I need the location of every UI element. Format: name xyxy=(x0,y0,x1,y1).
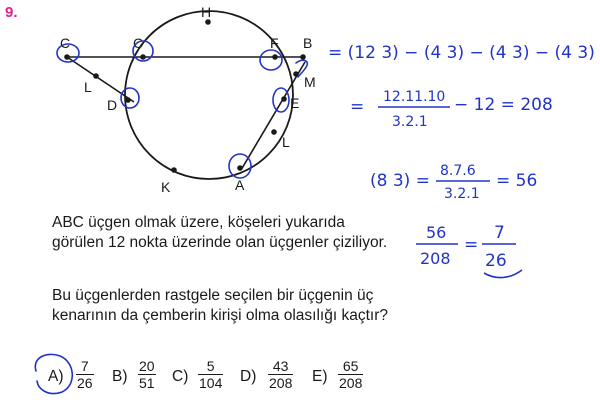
choice-d-fraction xyxy=(268,358,293,391)
choice-c-den: 104 xyxy=(199,375,223,391)
question-paragraph-1: ABC üçgen olmak üzere, köşeleri yukarıda görülen 12 nokta üzerinde olan üçgenler çiziliyor. xyxy=(52,214,388,251)
label-a: A xyxy=(235,177,245,193)
hw-line4-left-num: 56 xyxy=(426,223,447,242)
hw-line2-num: 12.11.10 xyxy=(383,89,446,105)
point-k xyxy=(171,167,177,173)
choice-c-label: C) xyxy=(172,368,189,385)
choice-c-fraction xyxy=(198,358,223,391)
point-c-on-circle xyxy=(140,54,146,60)
point-f xyxy=(272,54,278,60)
point-a xyxy=(237,165,243,171)
question-number: 9. xyxy=(5,4,18,21)
label-c-on-circle: C xyxy=(133,35,144,51)
pen-circle-f xyxy=(260,50,282,70)
answer-choices xyxy=(48,356,388,396)
label-d: D xyxy=(107,97,118,113)
choice-d-label: D) xyxy=(240,368,257,385)
label-b: B xyxy=(303,35,313,51)
choice-e-fraction xyxy=(338,358,363,391)
label-l-outer: L xyxy=(84,79,92,95)
hw-line3-rest: = 56 xyxy=(496,171,538,191)
hw-line4-eq: = xyxy=(464,235,479,255)
line-ca xyxy=(67,57,134,102)
label-h: H xyxy=(201,4,212,20)
hw-line2-eq: = xyxy=(350,97,365,117)
choice-e-den: 208 xyxy=(339,375,363,391)
label-k: K xyxy=(161,179,171,195)
hw-line4-left-den: 208 xyxy=(420,249,451,268)
circle xyxy=(125,11,293,179)
choice-b-fraction xyxy=(138,358,156,391)
hw-line3-den: 3.2.1 xyxy=(444,186,480,202)
point-l-outer xyxy=(93,73,99,79)
choice-c-num: 5 xyxy=(206,358,215,374)
choice-a-den: 26 xyxy=(77,375,93,391)
point-d xyxy=(125,97,131,103)
pen-circle-d xyxy=(121,88,139,108)
hw-underline xyxy=(484,270,522,278)
choice-e-label: E) xyxy=(312,368,328,385)
question-paragraph-2: Bu üçgenlerden rastgele seçilen bir üçgenin üç kenarının da çemberin kirişi olma olasılığı kaçtır? xyxy=(52,287,388,324)
point-h xyxy=(205,19,211,25)
choice-a-label: A) xyxy=(48,368,64,385)
hw-line4-right-num: 7 xyxy=(494,223,505,243)
label-m: M xyxy=(304,74,316,90)
point-b xyxy=(300,54,306,60)
choice-b-num: 20 xyxy=(139,358,155,374)
choice-b-den: 51 xyxy=(139,375,155,391)
point-l-inner xyxy=(271,129,277,135)
label-c-outer: C xyxy=(60,35,71,51)
label-f: F xyxy=(270,35,279,51)
choice-a-fraction xyxy=(76,358,94,391)
choice-a-num: 7 xyxy=(80,358,89,374)
choice-d-den: 208 xyxy=(269,375,293,391)
line-ba xyxy=(241,62,305,170)
hw-line2-rest: − 12 = 208 xyxy=(454,95,553,115)
hw-line4-right-den: 26 xyxy=(485,251,507,271)
choice-b-label: B) xyxy=(112,368,128,385)
hw-line1: = (12 3) − (4 3) − (4 3) − (4 3) xyxy=(328,43,595,63)
hw-line2-den: 3.2.1 xyxy=(392,114,428,130)
hw-line3-num: 8.7.6 xyxy=(440,163,476,179)
label-e: E xyxy=(290,95,300,111)
choice-e-num: 65 xyxy=(342,358,359,374)
hw-line3-binom: (8 3) = xyxy=(370,171,430,191)
point-c-outer xyxy=(64,54,70,60)
choice-d-num: 43 xyxy=(272,358,289,374)
point-e xyxy=(281,96,287,102)
label-l-inner: L xyxy=(282,134,290,150)
